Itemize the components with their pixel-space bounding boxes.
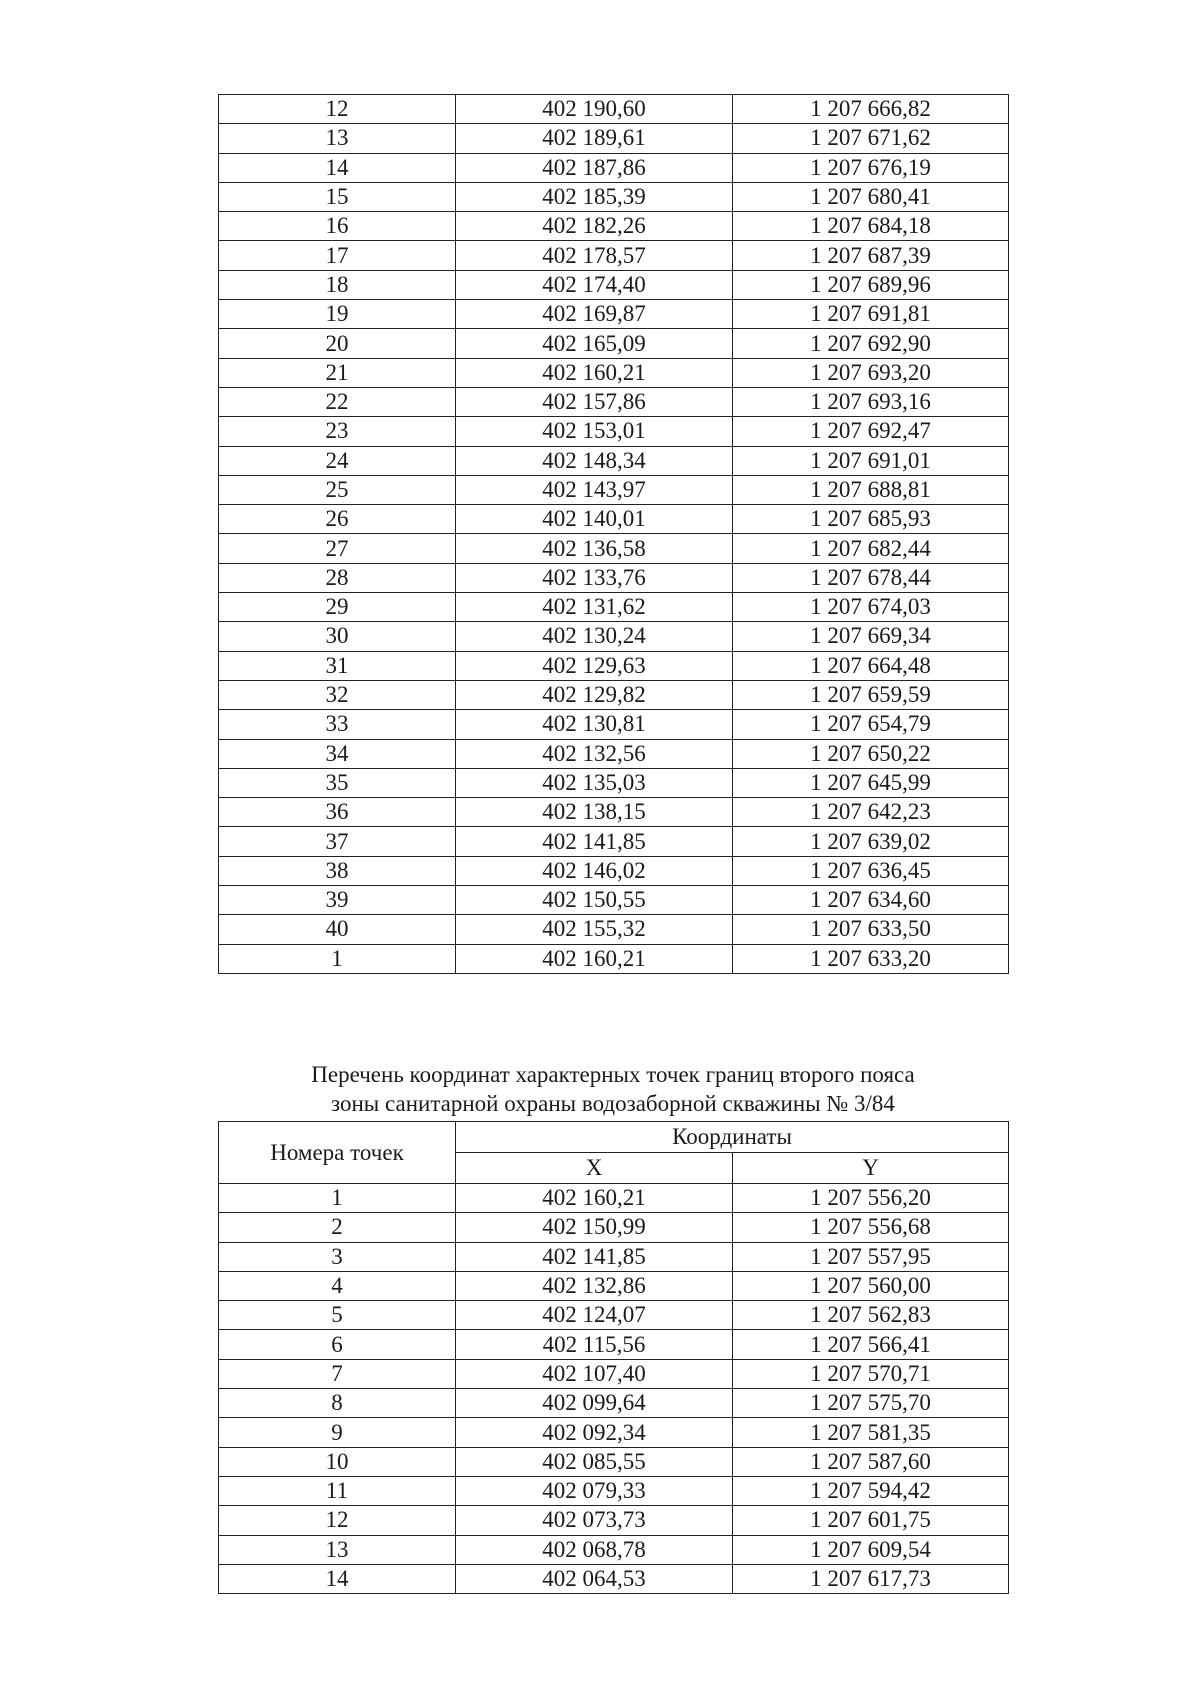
table-row [219, 300, 1009, 329]
x-coordinate-cell: 402 115,56 [456, 1330, 733, 1359]
x-coordinate-cell: 402 160,21 [456, 1184, 733, 1213]
table-row [219, 1447, 1009, 1476]
header-coordinates: Координаты [456, 1122, 1009, 1153]
point-number-cell: 17 [219, 241, 456, 270]
y-coordinate-cell: 1 207 688,81 [733, 475, 1009, 504]
point-number-cell: 13 [219, 1535, 456, 1564]
y-coordinate-cell: 1 207 687,39 [733, 241, 1009, 270]
point-number-cell: 14 [219, 153, 456, 182]
point-number-cell: 32 [219, 680, 456, 709]
point-number-cell: 7 [219, 1359, 456, 1388]
point-number-cell: 28 [219, 563, 456, 592]
point-number-cell: 21 [219, 358, 456, 387]
point-number-cell: 36 [219, 798, 456, 827]
x-coordinate-cell: 402 107,40 [456, 1359, 733, 1388]
y-coordinate-cell: 1 207 691,81 [733, 300, 1009, 329]
point-number-cell: 14 [219, 1564, 456, 1593]
table-row [219, 1564, 1009, 1593]
table-row [219, 241, 1009, 270]
point-number-cell: 29 [219, 593, 456, 622]
point-number-cell: 11 [219, 1476, 456, 1505]
point-number-cell: 26 [219, 505, 456, 534]
point-number-cell: 33 [219, 710, 456, 739]
x-coordinate-cell: 402 160,21 [456, 944, 733, 973]
y-coordinate-cell: 1 207 654,79 [733, 710, 1009, 739]
x-coordinate-cell: 402 153,01 [456, 417, 733, 446]
y-coordinate-cell: 1 207 664,48 [733, 651, 1009, 680]
y-coordinate-cell: 1 207 566,41 [733, 1330, 1009, 1359]
table-row [219, 1418, 1009, 1447]
y-coordinate-cell: 1 207 691,01 [733, 446, 1009, 475]
table-row [219, 270, 1009, 299]
x-coordinate-cell: 402 143,97 [456, 475, 733, 504]
point-number-cell: 37 [219, 827, 456, 856]
x-coordinate-cell: 402 169,87 [456, 300, 733, 329]
y-coordinate-cell: 1 207 671,62 [733, 124, 1009, 153]
x-coordinate-cell: 402 185,39 [456, 182, 733, 211]
table-row [219, 710, 1009, 739]
point-number-cell: 20 [219, 329, 456, 358]
y-coordinate-cell: 1 207 617,73 [733, 1564, 1009, 1593]
x-coordinate-cell: 402 189,61 [456, 124, 733, 153]
point-number-cell: 38 [219, 856, 456, 885]
point-number-cell: 18 [219, 270, 456, 299]
y-coordinate-cell: 1 207 685,93 [733, 505, 1009, 534]
x-coordinate-cell: 402 131,62 [456, 593, 733, 622]
x-coordinate-cell: 402 132,86 [456, 1271, 733, 1300]
table-row [219, 827, 1009, 856]
table-row [219, 182, 1009, 211]
table-row [219, 1330, 1009, 1359]
point-number-cell: 35 [219, 768, 456, 797]
point-number-cell: 25 [219, 475, 456, 504]
table-row [219, 563, 1009, 592]
point-number-cell: 3 [219, 1242, 456, 1271]
point-number-cell: 40 [219, 915, 456, 944]
point-number-cell: 27 [219, 534, 456, 563]
x-coordinate-cell: 402 129,82 [456, 680, 733, 709]
point-number-cell: 39 [219, 886, 456, 915]
y-coordinate-cell: 1 207 682,44 [733, 534, 1009, 563]
x-coordinate-cell: 402 165,09 [456, 329, 733, 358]
x-coordinate-cell: 402 148,34 [456, 446, 733, 475]
point-number-cell: 6 [219, 1330, 456, 1359]
table-row [219, 475, 1009, 504]
x-coordinate-cell: 402 124,07 [456, 1301, 733, 1330]
point-number-cell: 9 [219, 1418, 456, 1447]
second-belt-coordinates-table [218, 1121, 1009, 1594]
point-number-cell: 2 [219, 1213, 456, 1242]
x-coordinate-cell: 402 146,02 [456, 856, 733, 885]
x-coordinate-cell: 402 150,99 [456, 1213, 733, 1242]
x-coordinate-cell: 402 141,85 [456, 827, 733, 856]
header-y: Y [733, 1153, 1009, 1184]
y-coordinate-cell: 1 207 650,22 [733, 739, 1009, 768]
y-coordinate-cell: 1 207 680,41 [733, 182, 1009, 211]
point-number-cell: 4 [219, 1271, 456, 1300]
x-coordinate-cell: 402 130,81 [456, 710, 733, 739]
x-coordinate-cell: 402 141,85 [456, 1242, 733, 1271]
table-row [219, 1271, 1009, 1300]
x-coordinate-cell: 402 140,01 [456, 505, 733, 534]
table-row [219, 358, 1009, 387]
table-row [219, 534, 1009, 563]
x-coordinate-cell: 402 129,63 [456, 651, 733, 680]
y-coordinate-cell: 1 207 692,47 [733, 417, 1009, 446]
y-coordinate-cell: 1 207 693,20 [733, 358, 1009, 387]
point-number-cell: 12 [219, 95, 456, 124]
x-coordinate-cell: 402 068,78 [456, 1535, 733, 1564]
x-coordinate-cell: 402 155,32 [456, 915, 733, 944]
x-coordinate-cell: 402 079,33 [456, 1476, 733, 1505]
section-title-line-2: зоны санитарной охраны водозаборной скважины № 3/84 [331, 1091, 895, 1116]
x-coordinate-cell: 402 099,64 [456, 1389, 733, 1418]
y-coordinate-cell: 1 207 692,90 [733, 329, 1009, 358]
y-coordinate-cell: 1 207 645,99 [733, 768, 1009, 797]
table-row [219, 1476, 1009, 1505]
y-coordinate-cell: 1 207 674,03 [733, 593, 1009, 622]
x-coordinate-cell: 402 132,56 [456, 739, 733, 768]
point-number-cell: 31 [219, 651, 456, 680]
y-coordinate-cell: 1 207 666,82 [733, 95, 1009, 124]
table-2-body [219, 1184, 1009, 1594]
x-coordinate-cell: 402 130,24 [456, 622, 733, 651]
x-coordinate-cell: 402 136,58 [456, 534, 733, 563]
point-number-cell: 1 [219, 944, 456, 973]
table-row [219, 1535, 1009, 1564]
y-coordinate-cell: 1 207 669,34 [733, 622, 1009, 651]
table-row [219, 1213, 1009, 1242]
x-coordinate-cell: 402 178,57 [456, 241, 733, 270]
table-row [219, 1506, 1009, 1535]
x-coordinate-cell: 402 133,76 [456, 563, 733, 592]
x-coordinate-cell: 402 064,53 [456, 1564, 733, 1593]
y-coordinate-cell: 1 207 642,23 [733, 798, 1009, 827]
coordinates-table-continued [218, 94, 1009, 974]
y-coordinate-cell: 1 207 684,18 [733, 212, 1009, 241]
table-row [219, 1301, 1009, 1330]
x-coordinate-cell: 402 174,40 [456, 270, 733, 299]
table-row [219, 417, 1009, 446]
point-number-cell: 30 [219, 622, 456, 651]
x-coordinate-cell: 402 182,26 [456, 212, 733, 241]
point-number-cell: 34 [219, 739, 456, 768]
x-coordinate-cell: 402 150,55 [456, 886, 733, 915]
point-number-cell: 8 [219, 1389, 456, 1418]
table-row [219, 1389, 1009, 1418]
table-row [219, 95, 1009, 124]
y-coordinate-cell: 1 207 633,20 [733, 944, 1009, 973]
y-coordinate-cell: 1 207 556,68 [733, 1213, 1009, 1242]
x-coordinate-cell: 402 187,86 [456, 153, 733, 182]
point-number-cell: 5 [219, 1301, 456, 1330]
table-row [219, 680, 1009, 709]
y-coordinate-cell: 1 207 570,71 [733, 1359, 1009, 1388]
table-row [219, 446, 1009, 475]
table-row [219, 505, 1009, 534]
table-row [219, 1242, 1009, 1271]
y-coordinate-cell: 1 207 636,45 [733, 856, 1009, 885]
x-coordinate-cell: 402 073,73 [456, 1506, 733, 1535]
point-number-cell: 23 [219, 417, 456, 446]
point-number-cell: 1 [219, 1184, 456, 1213]
y-coordinate-cell: 1 207 587,60 [733, 1447, 1009, 1476]
header-x: X [456, 1153, 733, 1184]
table-row [219, 153, 1009, 182]
y-coordinate-cell: 1 207 678,44 [733, 563, 1009, 592]
table-row [219, 387, 1009, 416]
table-row [219, 212, 1009, 241]
y-coordinate-cell: 1 207 639,02 [733, 827, 1009, 856]
table-row [219, 768, 1009, 797]
y-coordinate-cell: 1 207 633,50 [733, 915, 1009, 944]
table-row [219, 739, 1009, 768]
table-row [219, 651, 1009, 680]
point-number-cell: 22 [219, 387, 456, 416]
table-row [219, 1359, 1009, 1388]
x-coordinate-cell: 402 135,03 [456, 768, 733, 797]
y-coordinate-cell: 1 207 556,20 [733, 1184, 1009, 1213]
table-row [219, 1184, 1009, 1213]
table-row [219, 944, 1009, 973]
x-coordinate-cell: 402 157,86 [456, 387, 733, 416]
table-row [219, 124, 1009, 153]
table-row [219, 915, 1009, 944]
x-coordinate-cell: 402 160,21 [456, 358, 733, 387]
x-coordinate-cell: 402 138,15 [456, 798, 733, 827]
y-coordinate-cell: 1 207 601,75 [733, 1506, 1009, 1535]
y-coordinate-cell: 1 207 676,19 [733, 153, 1009, 182]
y-coordinate-cell: 1 207 562,83 [733, 1301, 1009, 1330]
y-coordinate-cell: 1 207 557,95 [733, 1242, 1009, 1271]
x-coordinate-cell: 402 092,34 [456, 1418, 733, 1447]
point-number-cell: 10 [219, 1447, 456, 1476]
y-coordinate-cell: 1 207 609,54 [733, 1535, 1009, 1564]
table-row [219, 593, 1009, 622]
y-coordinate-cell: 1 207 659,59 [733, 680, 1009, 709]
table-row [219, 886, 1009, 915]
x-coordinate-cell: 402 085,55 [456, 1447, 733, 1476]
point-number-cell: 19 [219, 300, 456, 329]
y-coordinate-cell: 1 207 689,96 [733, 270, 1009, 299]
table-row [219, 329, 1009, 358]
y-coordinate-cell: 1 207 693,16 [733, 387, 1009, 416]
point-number-cell: 15 [219, 182, 456, 211]
point-number-cell: 24 [219, 446, 456, 475]
point-number-cell: 13 [219, 124, 456, 153]
y-coordinate-cell: 1 207 594,42 [733, 1476, 1009, 1505]
x-coordinate-cell: 402 190,60 [456, 95, 733, 124]
y-coordinate-cell: 1 207 575,70 [733, 1389, 1009, 1418]
point-number-cell: 12 [219, 1506, 456, 1535]
y-coordinate-cell: 1 207 634,60 [733, 886, 1009, 915]
y-coordinate-cell: 1 207 560,00 [733, 1271, 1009, 1300]
table-row [219, 622, 1009, 651]
table-row [219, 856, 1009, 885]
y-coordinate-cell: 1 207 581,35 [733, 1418, 1009, 1447]
section-title-line-1: Перечень координат характерных точек границ второго пояса [311, 1062, 915, 1087]
table-row [219, 798, 1009, 827]
table-1-body [219, 95, 1009, 974]
point-number-cell: 16 [219, 212, 456, 241]
header-point-numbers: Номера точек [219, 1122, 456, 1184]
